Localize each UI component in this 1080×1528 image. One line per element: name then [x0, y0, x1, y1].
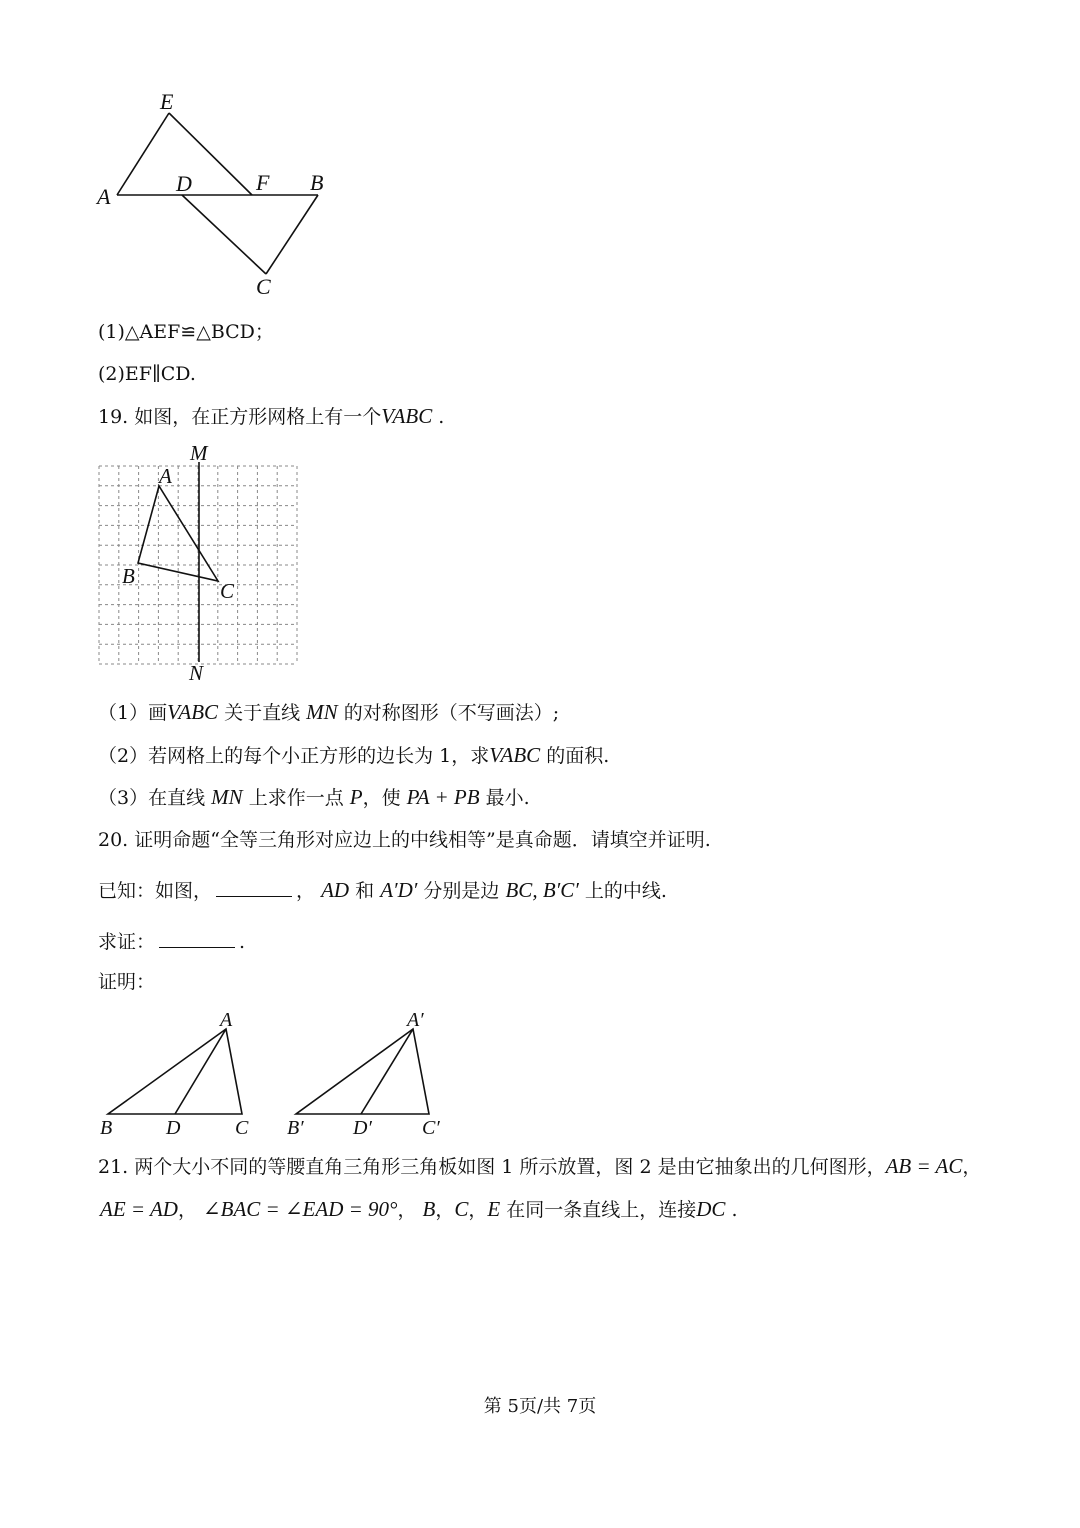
figure-q19-grid — [90, 438, 310, 688]
label-c: C — [220, 579, 235, 603]
q21-line-2-sep1: ， — [177, 1199, 197, 1221]
label-left-c: C — [235, 1117, 249, 1139]
q19-part-1-math-abc: VABC — [167, 700, 219, 724]
q20-prove-label: 求证： — [98, 931, 156, 953]
median-left — [175, 1029, 226, 1114]
q21-line-2-math-c: C — [454, 1197, 469, 1221]
q21-line-2-end: . — [731, 1199, 738, 1221]
q20-prove-blank[interactable] — [159, 929, 235, 948]
q21-number: 21. — [98, 1156, 129, 1178]
q20-known-mid: 分别是边 — [423, 880, 500, 902]
label-right-b: B′ — [287, 1117, 304, 1139]
q20-known-math-a-d-prime: A′D′ — [380, 878, 418, 902]
q18-part-2 — [98, 362, 196, 386]
q20-known-suffix: 上的中线. — [584, 880, 667, 902]
q19-part-1-math-mn: MN — [306, 700, 338, 724]
q20-known-math-ad: AD — [321, 878, 350, 902]
q19-stem-text: 如图，在正方形网格上有一个 — [134, 406, 382, 428]
q20-prove-end: . — [239, 931, 246, 953]
q21-line-2-math-e: E — [487, 1197, 501, 1221]
q20-known-blank[interactable] — [216, 878, 292, 897]
q21-line-2 — [100, 1197, 738, 1222]
label-left-d: D — [166, 1117, 181, 1139]
q21-line-2-math-b: B — [422, 1197, 436, 1221]
label-e: E — [160, 89, 174, 114]
label-right-a: A′ — [407, 1009, 424, 1031]
q21-line-2-math-ae: AE = AD — [100, 1197, 178, 1221]
median-right — [361, 1029, 413, 1114]
q19-part-1-prefix: （1）画 — [98, 702, 168, 724]
label-left-a: A — [220, 1009, 233, 1031]
q20-known-sep: ， — [296, 880, 316, 902]
q19-part-1 — [98, 700, 559, 725]
q19-part-2-prefix: （2）若网格上的每个小正方形的边长为 1，求 — [98, 745, 490, 767]
q19-part-2 — [98, 743, 609, 768]
q20-proof-label: 证明： — [98, 971, 156, 993]
figure-q20 — [90, 1005, 470, 1145]
label-right-c: C′ — [422, 1117, 440, 1139]
q21-line-1 — [98, 1154, 981, 1179]
figure-q18 — [80, 80, 360, 310]
label-c: C — [256, 274, 271, 299]
q19-part-1-suffix: 的对称图形（不写画法）; — [343, 702, 560, 724]
label-a: A — [97, 184, 111, 209]
q20-known-math-bc: BC, B′C′ — [505, 878, 579, 902]
segment-dc — [182, 195, 266, 274]
q21-line-2-math-dc: DC — [696, 1197, 726, 1221]
page-footer — [0, 1392, 1080, 1418]
label-d: D — [176, 171, 192, 196]
q19-part-3-mid2: ，使 — [362, 787, 401, 809]
label-n: N — [189, 661, 204, 685]
segment-bc — [266, 195, 318, 274]
q21-line-2-mid: 在同一条直线上，连接 — [506, 1199, 697, 1221]
triangle-right — [296, 1029, 429, 1114]
q19-part-3 — [98, 785, 530, 810]
triangle-left — [108, 1029, 242, 1114]
label-right-d: D′ — [353, 1117, 372, 1139]
page-number: 第 5页/共 7页 — [483, 1396, 597, 1417]
label-b: B — [310, 170, 324, 195]
q18-part-1 — [98, 320, 274, 344]
q20-stem-text: 证明命题“全等三角形对应边上的中线相等”是真命题．请填空并证明. — [134, 829, 711, 851]
q19-number: 19. — [98, 406, 129, 428]
segment-ae — [117, 113, 169, 195]
q18-part-1-text: (1)△AEF≌△BCD； — [98, 321, 274, 343]
q21-line-2-c1: ， — [435, 1199, 455, 1221]
label-b: B — [122, 564, 135, 588]
q21-line-2-sep2: ， — [397, 1199, 417, 1221]
q19-part-3-prefix: （3）在直线 — [98, 787, 206, 809]
q19-part-2-suffix: 的面积. — [546, 745, 610, 767]
q19-part-3-suffix: 最小. — [485, 787, 530, 809]
q19-part-3-math-mn: MN — [211, 785, 243, 809]
q19-part-2-math: VABC — [489, 743, 541, 767]
q19-part-3-math-p: P — [349, 785, 363, 809]
label-a: A — [159, 464, 172, 488]
q20-number: 20. — [98, 829, 129, 851]
q21-line-2-math-angles: ∠BAC = ∠EAD = 90° — [203, 1197, 398, 1221]
q19-part-1-mid: 关于直线 — [224, 702, 301, 724]
q20-known-prefix: 已知：如图， — [98, 880, 213, 902]
q21-line-2-c2: ， — [468, 1199, 488, 1221]
q20-stem — [98, 828, 711, 852]
label-f: F — [256, 170, 270, 195]
q21-line-1-text: 两个大小不同的等腰直角三角形三角板如图 1 所示放置，图 2 是由它抽象出的几何图形， — [134, 1156, 886, 1178]
q20-prove — [98, 929, 245, 954]
q19-part-3-mid1: 上求作一点 — [248, 787, 344, 809]
q19-stem-math: VABC — [381, 404, 433, 428]
q20-known-and: 和 — [355, 880, 375, 902]
q20-proof — [98, 970, 155, 994]
q19-part-3-math-sum: PA + PB — [406, 785, 480, 809]
label-m: M — [190, 441, 208, 465]
q20-known — [98, 878, 667, 903]
q18-part-2-text: (2)EF∥CD. — [98, 363, 196, 385]
q19-stem-end: . — [438, 406, 445, 428]
q21-line-1-end: ， — [962, 1156, 982, 1178]
label-left-b: B — [100, 1117, 113, 1139]
q21-line-1-math: AB = AC — [885, 1154, 963, 1178]
q19-stem — [98, 404, 444, 429]
